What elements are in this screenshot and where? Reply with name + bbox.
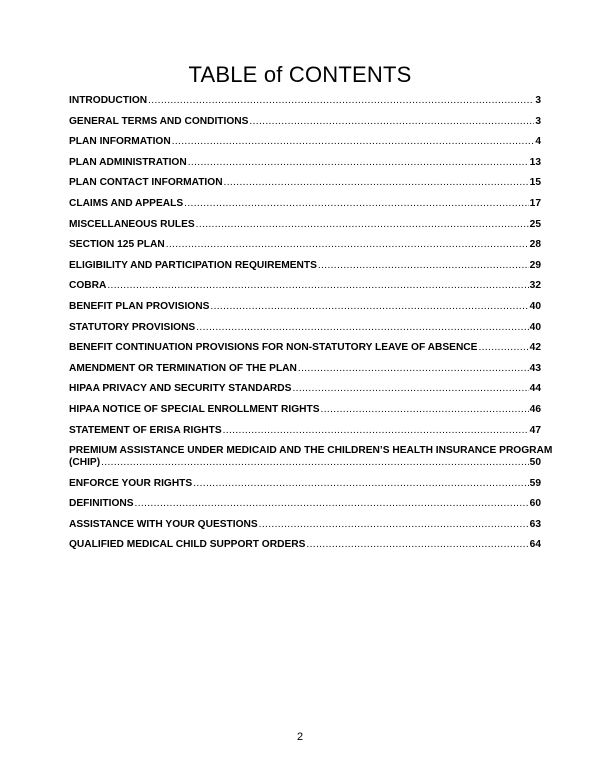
toc-entry-label: HIPAA NOTICE OF SPECIAL ENROLLMENT RIGHTS [69, 403, 320, 415]
toc-entry-eligibility[interactable] [69, 260, 541, 272]
toc-leader-dots [223, 425, 529, 437]
toc-entry-page: 15 [529, 177, 541, 189]
toc-leader-dots [101, 457, 529, 469]
toc-entry-page: 25 [529, 218, 541, 230]
toc-entry-label: PLAN INFORMATION [69, 136, 171, 148]
page-number: 2 [296, 731, 304, 743]
toc-entry-introduction[interactable] [69, 95, 541, 107]
toc-entry-label: PLAN ADMINISTRATION [69, 156, 187, 168]
toc-entry-assistance-questions[interactable] [69, 519, 541, 531]
toc-leader-dots [259, 519, 529, 531]
toc-entry-page: 42 [529, 342, 541, 354]
toc-leader-dots [188, 157, 529, 169]
toc-leader-dots [196, 219, 529, 231]
toc-leader-dots [196, 322, 528, 334]
toc-leader-dots [321, 404, 529, 416]
toc-entry-page: 32 [529, 280, 541, 292]
toc-entry-label-line1: PREMIUM ASSISTANCE UNDER MEDICAID AND THE CHILDREN’S HEALTH INSURANCE PROGRAM [69, 445, 553, 457]
toc-leader-dots [107, 280, 528, 292]
toc-entry-page: 3 [535, 115, 541, 127]
toc-entry-label: INTRODUCTION [69, 95, 148, 106]
toc-entry-statutory-provisions[interactable] [69, 322, 541, 334]
toc-entry-plan-administration[interactable] [69, 157, 541, 169]
toc-entry-label: SECTION 125 PLAN [69, 239, 165, 251]
toc-entry-page: 29 [529, 259, 541, 271]
toc-entry-label: STATEMENT OF ERISA RIGHTS [69, 424, 222, 436]
toc-entry-premium-assistance[interactable] [69, 445, 553, 469]
toc-entry-page: 40 [529, 300, 541, 312]
toc-entry-benefit-continuation[interactable] [69, 342, 541, 354]
toc-entry-page: 63 [529, 518, 541, 530]
toc-entry-label: QUALIFIED MEDICAL CHILD SUPPORT ORDERS [69, 539, 306, 551]
toc-entry-definitions[interactable] [69, 498, 541, 510]
toc-entry-enforce-rights[interactable] [69, 478, 541, 490]
toc-entry-misc-rules[interactable] [69, 219, 541, 231]
toc-entry-label: GENERAL TERMS AND CONDITIONS [69, 115, 249, 127]
toc-entry-label: ASSISTANCE WITH YOUR QUESTIONS [69, 518, 258, 530]
toc-entry-hipaa-privacy[interactable] [69, 383, 541, 395]
toc-entry-page: 3 [535, 95, 541, 106]
toc-entry-section-125[interactable] [69, 239, 541, 251]
toc-entry-page: 47 [529, 424, 541, 436]
toc-leader-dots [292, 383, 528, 395]
toc-entry-label: STATUTORY PROVISIONS [69, 321, 196, 333]
toc-entry-page: 64 [529, 539, 541, 551]
toc-entry-label: BENEFIT PLAN PROVISIONS [69, 300, 210, 312]
toc-entry-page: 60 [529, 498, 541, 510]
toc-leader-dots [318, 260, 529, 272]
toc-entry-page: 59 [529, 477, 541, 489]
toc-entry-label: ENFORCE YOUR RIGHTS [69, 477, 193, 489]
toc-entry-page: 17 [529, 197, 541, 209]
toc-entry-plan-information[interactable] [69, 136, 541, 148]
toc-entry-page: 44 [529, 383, 541, 395]
toc-entry-page: 50 [529, 457, 541, 469]
toc-entry-benefit-plan-provisions[interactable] [69, 301, 541, 313]
toc-entry-page: 40 [529, 321, 541, 333]
toc-leader-dots [210, 301, 528, 313]
page-title: TABLE of CONTENTS [188, 62, 412, 87]
toc-entry-page: 28 [529, 239, 541, 251]
toc-leader-dots [166, 239, 529, 251]
toc-entry-amendment-termination[interactable] [69, 363, 541, 375]
toc-entry-page: 13 [529, 156, 541, 168]
toc-leader-dots [148, 95, 534, 107]
toc-entry-erisa-rights[interactable] [69, 425, 541, 437]
toc-leader-dots [478, 342, 528, 354]
toc-entry-general-terms[interactable] [69, 116, 541, 128]
toc-leader-dots [135, 498, 529, 510]
toc-leader-dots [298, 363, 529, 375]
toc-leader-dots [184, 198, 529, 210]
toc-leader-dots [172, 136, 535, 148]
toc-leader-dots [224, 177, 529, 189]
table-of-contents [69, 95, 553, 560]
toc-entry-page: 46 [529, 403, 541, 415]
toc-leader-dots [249, 116, 534, 128]
toc-entry-label: CLAIMS AND APPEALS [69, 197, 184, 209]
toc-leader-dots [306, 539, 528, 551]
toc-entry-label: MISCELLANEOUS RULES [69, 218, 195, 230]
toc-entry-label: PLAN CONTACT INFORMATION [69, 177, 223, 189]
toc-entry-hipaa-enrollment[interactable] [69, 404, 541, 416]
toc-entry-label: AMENDMENT OR TERMINATION OF THE PLAN [69, 362, 297, 374]
toc-entry-label: (CHIP) [69, 457, 101, 469]
toc-entry-plan-contact[interactable] [69, 177, 541, 189]
toc-leader-dots [193, 478, 528, 490]
toc-entry-page: 43 [529, 362, 541, 374]
toc-entry-label: ELIGIBILITY AND PARTICIPATION REQUIREMENTS [69, 259, 317, 271]
toc-entry-claims-appeals[interactable] [69, 198, 541, 210]
toc-entry-label: HIPAA PRIVACY AND SECURITY STANDARDS [69, 383, 292, 395]
toc-entry-qmcso[interactable] [69, 539, 541, 551]
toc-entry-label: DEFINITIONS [69, 498, 134, 510]
toc-entry-label: BENEFIT CONTINUATION PROVISIONS FOR NON-STATUTORY LEAVE OF ABSENCE [69, 342, 478, 354]
toc-entry-label: COBRA [69, 280, 107, 292]
toc-entry-page: 4 [535, 136, 541, 148]
toc-entry-cobra[interactable] [69, 280, 541, 292]
